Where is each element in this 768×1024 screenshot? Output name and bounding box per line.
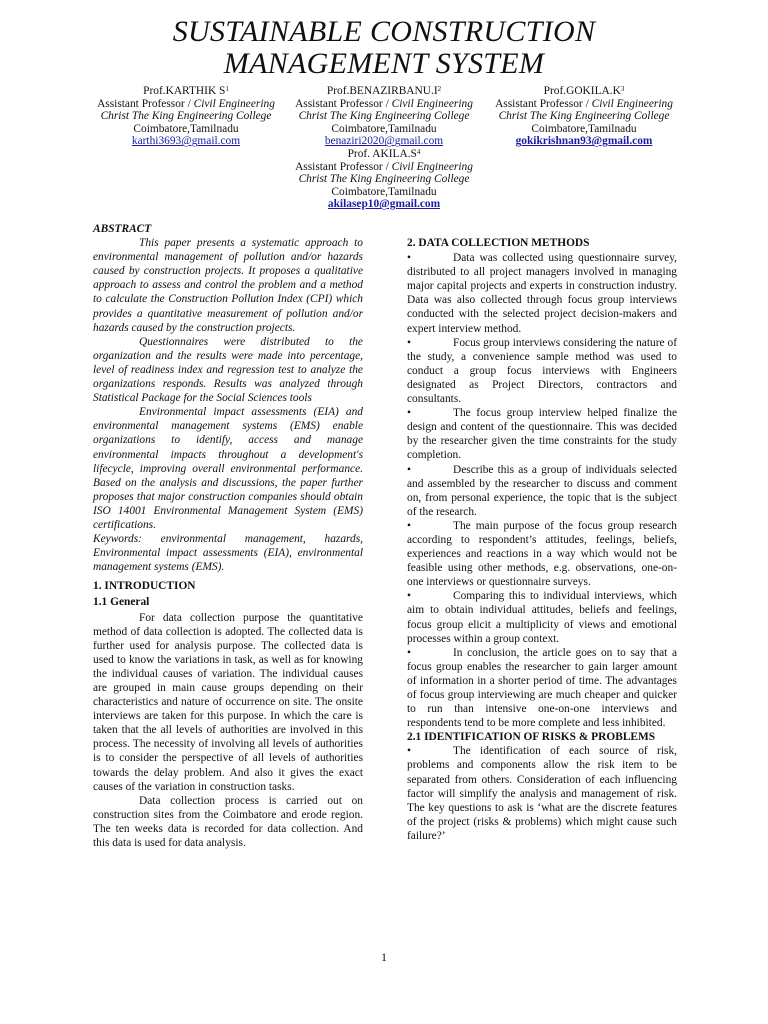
bullet-paragraph: • In conclusion, the article goes on to say that a focus group enables the researcher to gain larger amount of information in a shorter period of time. The advantages of focus group interviewing are much cheaper and quicker to run than intensive one-on-one interviews and respondents tend to be more complete and less inhibited. (407, 646, 677, 730)
subsection-heading: 1.1 General (93, 596, 150, 609)
bullet-paragraph: • Describe this as a group of individuals selected and assembled by the researcher to discuss and comment on, from personal experience, the topic that is the subject of the research. (407, 463, 677, 518)
author-1: Prof.KARTHIK $S^1$ Assistant Professor / Civil Engineering Christ The King Engineering College Coimbatore,Tamilnadu karthi3693@gmail.com (97, 85, 275, 148)
abstract-paragraph: Questionnaires were distributed to the organization and the results were made into percentage, level of readiness index and regression test to analyze the organizations responds. Results was analyzed through Statistical Package for the Social Sciences tools (93, 335, 363, 405)
title-line-2: MANAGEMENT SYSTEM (223, 47, 545, 80)
body-paragraph: Data collection process is carried out on construction sites from the Coimbatore and erode region. The ten weeks data is recorded for data collection. And this data is used for data analysis. (93, 794, 363, 850)
author-name: Prof.BENAZIRBANU.I (326, 85, 438, 97)
bullet-paragraph: • Focus group interviews considering the nature of the study, a convenience sample method was used to conduct a group focus interviews with Engineers designated as Project Directors, contractors and consultants. (407, 336, 677, 406)
section-heading: 1. INTRODUCTION (93, 580, 196, 593)
body-paragraph: For data collection purpose the quantitative method of data collection is adopted. The collected data is further used for analysis purpose. The collected data is used to know the variations in task, as well as for knowing the individual causes of variation. The individual causes are grouped in main cause groups depending on their characteristics and nature of occurrence on site. The onsite interviews are taken for this purpose. In which the care is taken that the all levels of authorities are involved in this process. The necessity of involving all levels of authorities is to consider the perspective of all levels of authorities towards the delay problem. And also it gives the exact causes of the variation in construction tasks. (93, 611, 363, 793)
author-name: Prof.GOKILA.K (543, 85, 621, 97)
author-email-link[interactable]: benaziri2020@gmail.com (324, 135, 444, 148)
section-heading: 2. DATA COLLECTION METHODS (407, 237, 590, 249)
abstract-paragraph: Environmental impact assessments (EIA) and environmental management systems (EMS) enable organizations to identify, access and manage environmental impacts throughout a development's lifecycle, improving overall environmental performance. Based on the analysis and discussions, the paper further proposes that major construction companies should obtain ISO 14001 Environmental Management System (EMS) certifications. (93, 406, 363, 531)
bullet-paragraph: • The main purpose of the focus group research according to respondent’s attitudes, feelings, beliefs, experiences and reactions in a way which would not be feasible using other methods, e.g. observations, one-on-one interviews or questionnaire surveys. (407, 519, 677, 589)
bullet-marker: • (407, 745, 411, 758)
author-4: Prof. $AKILA.S^4$ Assistant Professor / Civil Engineering Christ The King Engineering College Coimbatore,Tamilnadu akilasep10@gmail.com (295, 148, 473, 211)
keywords: Keywords: environmental management, hazards, Environmental impact assessments (EIA), environmental management systems (EMS). (93, 533, 363, 574)
author-name: Prof. AKILA.S (347, 148, 417, 160)
author-email-link[interactable]: akilasep10@gmail.com (327, 198, 441, 211)
page-number: 1 (381, 950, 387, 964)
author-2: $Prof.BENAZIRBANU.I^2$ Assistant Professor / Civil Engineering Christ The King Engineering College Coimbatore,Tamilnadu benaziri2020@gmail.com (295, 85, 473, 148)
paper-title (0, 16, 768, 80)
title-line-1: SUSTAINABLE CONSTRUCTION (172, 15, 596, 48)
right-column (407, 236, 677, 843)
author-3: $Prof.GOKILA.K^3$ Assistant Professor / Civil Engineering Christ The King Engineering College Coimbatore,Tamilnadu gokikrishnan93@gmail.com (495, 85, 673, 148)
bullet-paragraph: • The identification of each source of risk, problems and components allow the risk item to be separated from others. Consideration of each influencing factor will simplify the analysis and management of risk. The key questions to ask is ‘what are the discrete features of the project (risks & problems) which might cause such failure?’ (407, 745, 677, 842)
author-email-link[interactable]: gokikrishnan93@gmail.com (515, 135, 653, 148)
author-name: Prof.KARTHIK S (143, 85, 226, 97)
author-email-link[interactable]: karthi3693@gmail.com (131, 135, 241, 148)
bullet-marker: • (407, 646, 411, 659)
bullet-marker: • (407, 336, 411, 349)
bullet-paragraph: • Comparing this to individual interviews, which aim to obtain individual attitudes, beliefs and feelings, focus group elicit a multiplicity of views and emotional processes within a group context. (407, 590, 677, 645)
section-heading: 2.1 IDENTIFICATION OF RISKS & PROBLEMS (407, 731, 656, 744)
bullet-paragraph: • The focus group interview helped finalize the design and content of the questionnaire. This was decided by the researcher given the time constraints for the study completion. (407, 407, 677, 462)
bullet-marker: • (407, 407, 411, 420)
bullet-paragraph: • Data was collected using questionnaire survey, distributed to all project managers involved in managing major capital projects and experts in construction industry. Data was also collected through focus group interviews conducted with the selected project decision-makers and expert interview method. (407, 252, 677, 335)
abstract-paragraph: This paper presents a systematic approach to environmental management of pollution and/or hazards caused by construction projects. It proposes a qualitative approach to assess and control the problem and a method to calculate the Construction Pollution Index (CPI) which provides a quantitative measurement of pollution and/or hazards caused by the construction projects. (93, 237, 363, 334)
abstract-heading: ABSTRACT (93, 223, 152, 235)
bullet-marker: • (407, 463, 411, 476)
bullet-marker: • (407, 252, 411, 265)
left-column (93, 222, 363, 850)
bullet-marker: • (407, 590, 411, 603)
bullet-marker: • (407, 519, 411, 532)
